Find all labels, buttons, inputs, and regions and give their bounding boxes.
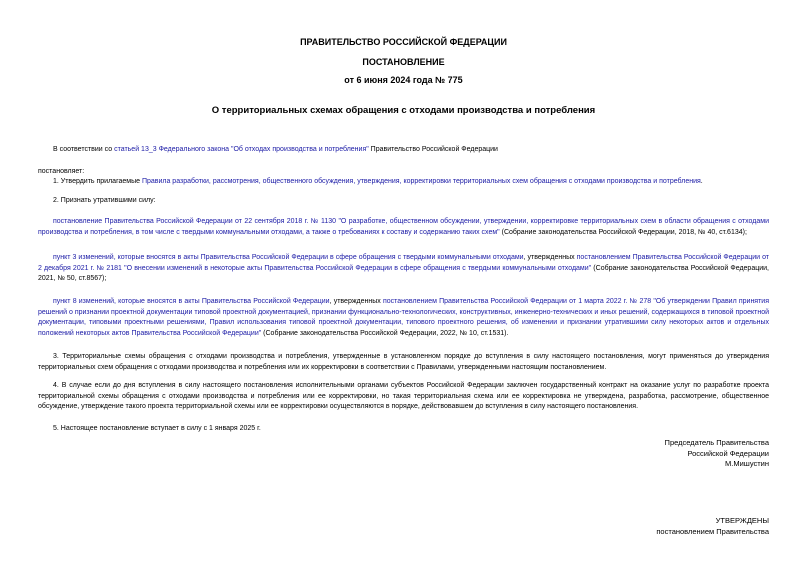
item-2-paragraph: 2. Признать утратившими силу: xyxy=(53,197,156,204)
signature-block xyxy=(560,438,769,470)
repeal-3-paragraph xyxy=(38,297,769,339)
intro-prefix: В соответствии со xyxy=(53,146,115,153)
approval-subtitle: постановлением Правительства xyxy=(656,526,769,536)
repeal-2-paragraph xyxy=(38,253,769,285)
item-1-paragraph xyxy=(53,177,773,188)
repeal-2-middle: , утвержденных xyxy=(523,254,577,261)
repeal-1-paragraph xyxy=(38,217,769,238)
repeal-3-suffix: (Собрание законодательства Российской Федерации, 2022, № 10, ст.1531). xyxy=(261,329,509,337)
decree-2181-link[interactable]: постановлением Правительства Российской Федерации от 2 декабря 2021 г. № 2181 "О внесении изменений в некоторые акты Правительства Российской Федерации в сфере обращения с твердыми коммунальными отходами" xyxy=(38,254,770,272)
approval-title: УТВЕРЖДЕНЫ xyxy=(715,516,769,525)
item-5-paragraph: 5. Настоящее постановление вступает в силу с 1 января 2025 г. xyxy=(53,425,261,432)
intro-suffix: Правительство Российской Федерации xyxy=(368,146,498,153)
date-number-heading: от 6 июня 2024 года № 775 xyxy=(344,75,463,85)
decree-278-link[interactable]: постановлением Правительства Российской Федерации от 1 марта 2022 г. № 278 "Об утверждении Правил принятия решений о признании проектной документации типовой проектной документацией, признании функционально-технологических, конструктивных, инженерно-технических и иных решений, содержащихся в типовой проектной документации, типовыми проектными решениями, Правил использования типовой проектной документации, типового проектного решения, об изменении и признании утратившими силу некоторых актов и отдельных положений некоторых актов Правительства Российской Федерации" xyxy=(38,298,770,337)
point-3-changes-link[interactable]: пункт 3 изменений, которые вносятся в акты Правительства Российской Федерации в сфере обращения с твердыми коммунальными отходами xyxy=(53,254,524,261)
rules-link[interactable]: Правила разработки, рассмотрения, общественного обсуждения, утверждения, корректировки территориальных схем обращения с отходами производства и потребления xyxy=(141,178,701,185)
intro-paragraph xyxy=(53,145,773,156)
item-4-paragraph: 4. В случае если до дня вступления в силу настоящего постановления исполнительными органами субъектов Российской Федерации заключен государственный контракт на оказание услуг по разработке проекта территориальной схемы обращения с отходами производства и потребления или ее корректировки, но такая территориальная схема или ее корректировка не утверждена, разработка, рассмотрение, общественное обсуждение, утверждение такого проекта территориальной схемы или ее корректировки осуществляются в порядке, действовавшем до вступления в силу настоящего постановления. xyxy=(38,382,769,410)
repeal-1-suffix: (Собрание законодательства Российской Федерации, 2018, № 40, ст.6134); xyxy=(499,228,747,236)
repeal-2-suffix: (Собрание законодательства Российской Федерации, 2021, № 50, ст.8567); xyxy=(38,264,769,282)
approval-block xyxy=(560,516,769,537)
item-1-suffix: . xyxy=(700,178,703,185)
signature-country: Российской Федерации xyxy=(687,448,769,458)
signature-name: М.Мишустин xyxy=(725,459,769,468)
item-3-paragraph: 3. Территориальные схемы обращения с отходами производства и потребления, утвержденные в установленном порядке до вступления в силу настоящего постановления, могут применяться до утверждения территориальных схем обращения с отходами производства и потребления или их корректировки в соответствии с Правилами, утвержденными настоящим постановлением. xyxy=(38,353,769,371)
repeal-3-middle: , утвержденных xyxy=(329,298,383,305)
doc-type-heading: ПОСТАНОВЛЕНИЕ xyxy=(362,57,445,67)
point-8-changes-link[interactable]: пункт 8 изменений, которые вносятся в акты Правительства Российской Федерации xyxy=(53,298,330,305)
page-title: О территориальных схемах обращения с отходами производства и потребления xyxy=(211,105,596,116)
federal-law-link[interactable]: статьей 13_3 Федерального закона "Об отходах производства и потребления" xyxy=(114,146,369,153)
signature-position: Председатель Правительства xyxy=(664,438,769,447)
decree-1130-link[interactable]: постановление Правительства Российской Федерации от 22 сентября 2018 г. № 1130 "О разработке, общественном обсуждении, утверждении, корректировке территориальных схем в области обращения с отходами производства и потребления, в том числе с твердыми коммунальными отходами, а также о требованиях к составу и содержанию таких схем" xyxy=(38,218,769,236)
resolves-text: постановляет: xyxy=(38,168,85,175)
government-heading: ПРАВИТЕЛЬСТВО РОССИЙСКОЙ ФЕДЕРАЦИИ xyxy=(300,37,507,47)
item-1-prefix: 1. Утвердить прилагаемые xyxy=(53,178,142,185)
